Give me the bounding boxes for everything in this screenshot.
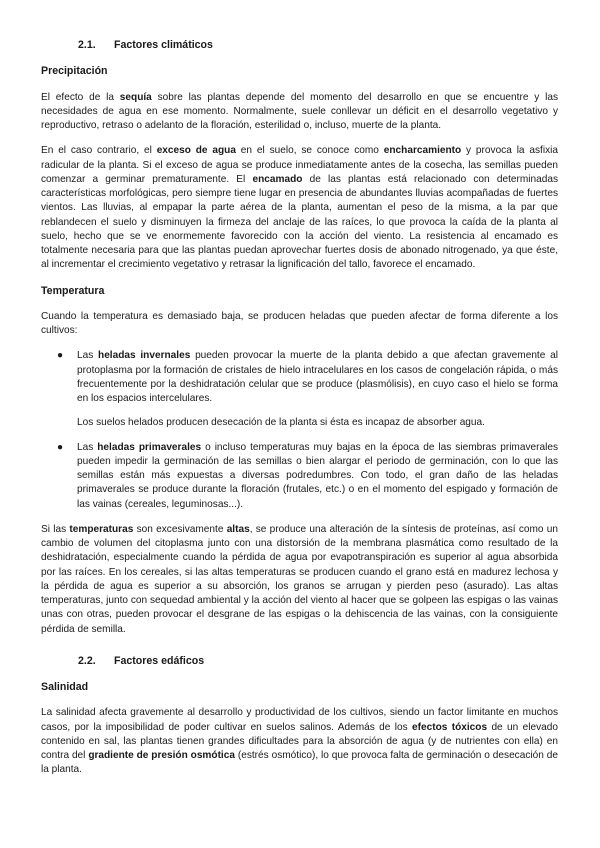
bold-term: encamado — [252, 173, 303, 185]
section-heading-edaphic — [78, 654, 558, 668]
paragraph-exceso-agua: En el caso contrario, el exceso de agua en el suelo, se conoce como encharcamiento y provoca la asfixia radicular de la planta. Si el exceso de agua se produce inmediatamente antes de la cosecha, las semillas pueden comenzar a germinar prematuramente. El encamado de las plantas está relacionado con determinadas características morfológicas, pero siempre tiene lugar en presencia de abundantes lluvias acompañadas de fuertes vientos. Las lluvias, al empapar la parte aérea de la planta, aumentan el peso de la misma, a la par que reblandecen el suelo y disminuyen la firmeza del anclaje de las raíces, lo que provoca la caída de la planta al suelo, hecho que se ve enormemente favorecido con la acción del viento. La resistencia al encamado es totalmente necesaria para que las plantas puedan aprovechar fuertes dosis de abonado nitrogenado, ya que éste, al incrementar el crecimiento vegetativo y retrasar la lignificación del tallo, favorece el encamado. — [41, 145, 559, 271]
list-item-heladas-primaverales — [41, 441, 558, 512]
subheading-temperatura: Temperatura — [41, 284, 105, 297]
section-number: 2.2. — [78, 654, 96, 667]
bullet-icon: ● — [57, 441, 64, 453]
paragraph-heladas-primaverales: Las heladas primaverales o incluso temperaturas muy bajas en la época de las siembras primaverales pueden impedir la germinación de las semillas o bien alargar el periodo de germinación, con lo que las semillas están más expuestas a diversas podredumbres. Con todo, el gran daño de las heladas primaverales se produce durante la floración (frutales, etc.) o en el momento del espigado y formación de las vainas (cereales, leguminosas...). — [77, 441, 558, 510]
heladas-list — [41, 349, 558, 512]
paragraph-suelos-helados: Los suelos helados producen desecación de la planta si ésta es incapaz de absorber agua. — [77, 417, 485, 429]
document-page — [41, 38, 558, 789]
paragraph-sequia: El efecto de la sequía sobre las plantas depende del momento del desarrollo en que se encuentre y las necesidades de agua en ese momento. Normalmente, suele conllevar un déficit en el desarrollo vegetativo y reproductivo, retraso o adelanto de la floración, esterilidad o, incluso, muerte de la planta. — [41, 91, 558, 131]
list-item-heladas-invernales — [41, 349, 558, 430]
bold-term: efectos tóxicos — [412, 721, 488, 733]
bold-term: heladas primaverales — [97, 441, 202, 453]
section-number: 2.1. — [78, 39, 96, 51]
section-heading-climatic — [78, 38, 558, 52]
paragraph-temperatura-intro: Cuando la temperatura es demasiado baja, se producen heladas que pueden afectar de forma diferente a los cultivos: — [41, 310, 558, 336]
paragraph-salinidad: La salinidad afecta gravemente al desarrollo y productividad de los cultivos, siendo un factor limitante en muchos casos, por la imposibilidad de poder cultivar en suelos salinos. Además de los efectos tóxicos de un elevado contenido en sal, las plantas tienen grandes dificultades para la absorción de agua (y de nutrientes con ella) en contra del gradiente de presión osmótica (estrés osmótico), lo que provoca falta de germinación o desecación de la planta. — [41, 707, 558, 776]
section-title: Factores edáficos — [114, 654, 205, 667]
paragraph-temperaturas-altas: Si las temperaturas son excesivamente altas, se produce una alteración de la síntesis de proteínas, así como un cambio de volumen del citoplasma junto con una distorsión de la membrana plasmática como resultado de la deshidratación, especialmente cuando la pérdida de agua por evapotranspiración es superior al agua absorbida por las raíces. En los cereales, si las altas temperaturas se producen cuando el grano está en madurez lechosa y la pérdida de agua es superior a su absorción, los granos se arrugan y pierden peso (asurado). Las altas temperaturas, junto con sequedad ambiental y la acción del viento al hacer que se golpeen las espigas o las vainas unas con otras, pueden provocar el desgrane de las espigas o la dehiscencia de las vainas, con la consiguiente pérdida de semilla. — [41, 523, 558, 635]
bold-term: sequía — [119, 91, 152, 103]
bold-term: exceso de agua — [156, 145, 236, 157]
paragraph-heladas-invernales: Las heladas invernales pueden provocar la muerte de la planta debido a que afectan gravemente al protoplasma por la formación de cristales de hielo intracelulares en los casos de congelación rápida, o más frecuentemente por la deshidratación celular que se produce (plasmólisis), en cuyo caso el hielo se forma en los espacios intercelulares. — [77, 350, 558, 404]
subheading-precipitacion: Precipitación — [41, 65, 108, 78]
section-title: Factores climáticos — [114, 39, 213, 51]
bold-term: heladas invernales — [98, 350, 191, 362]
bold-term: encharcamiento — [383, 145, 462, 157]
bold-term: temperaturas — [69, 523, 134, 535]
subheading-salinidad: Salinidad — [41, 681, 89, 693]
bold-term: altas — [226, 523, 250, 535]
bullet-icon: ● — [57, 350, 64, 362]
bold-term: gradiente de presión osmótica — [88, 750, 235, 761]
